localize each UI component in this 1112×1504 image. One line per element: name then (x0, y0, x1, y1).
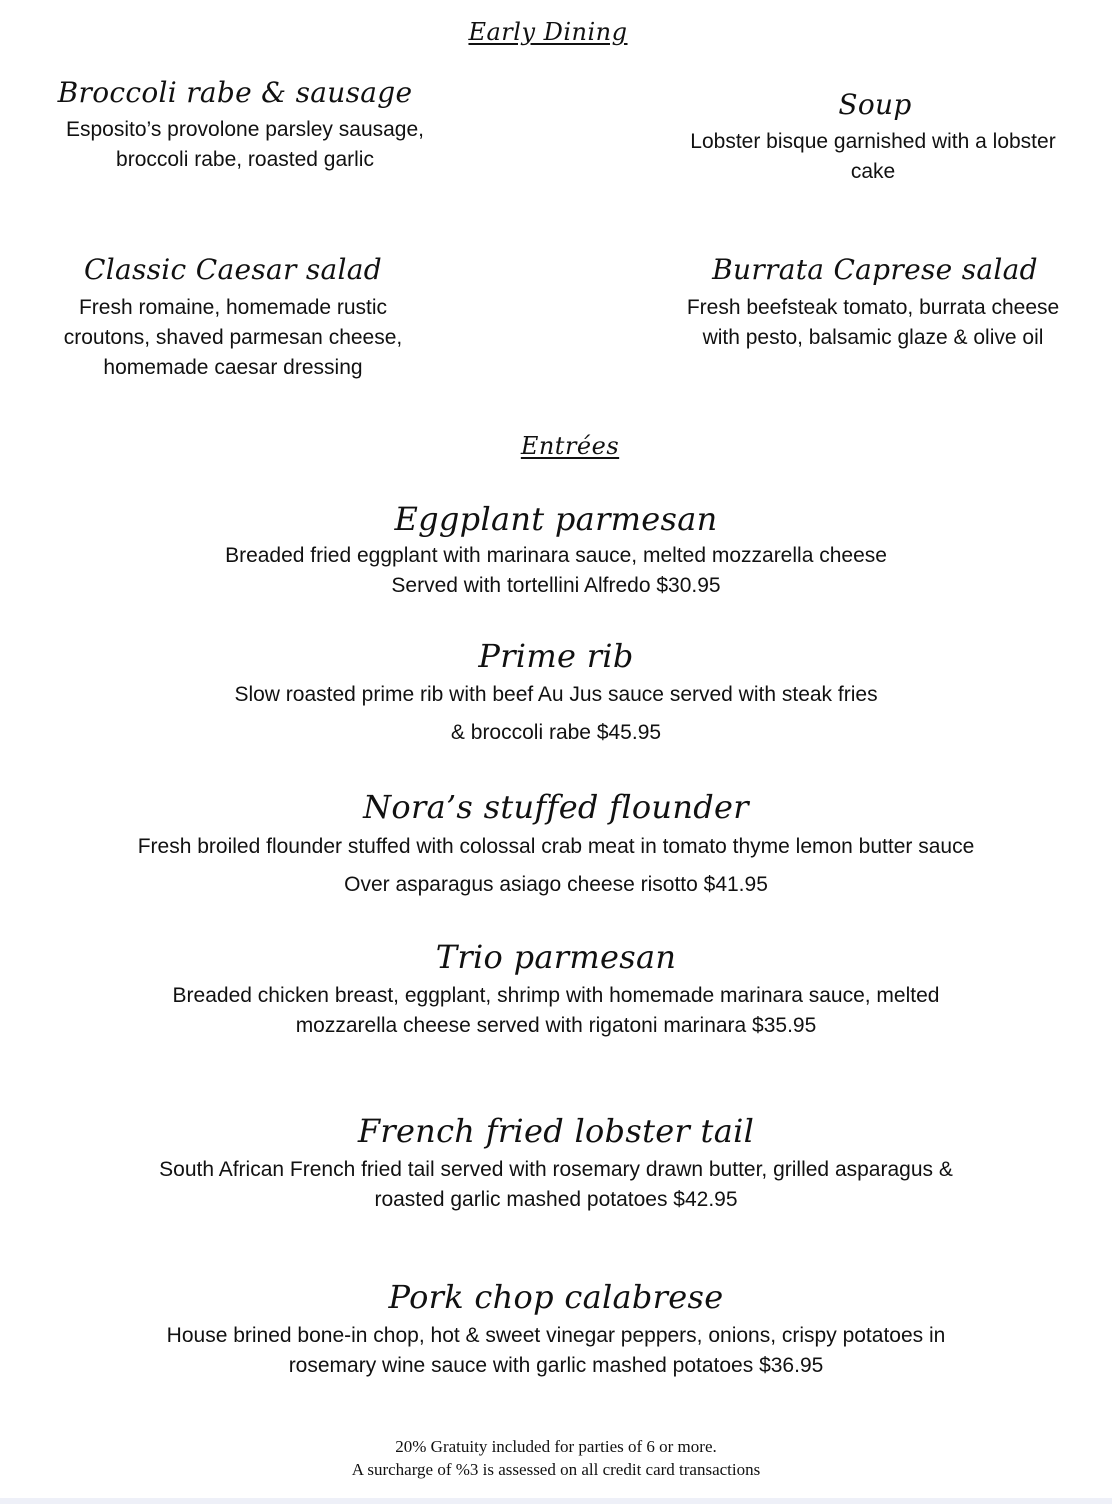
entree-desc-line: Breaded fried eggplant with marinara sauce, melted mozzarella cheese (225, 544, 887, 567)
starter-desc-burrata-caprese (648, 293, 1098, 353)
entree-title-prime-rib: Prime rib (478, 637, 634, 675)
starter-desc-caesar-salad (8, 293, 458, 383)
starter-desc-line: broccoli rabe, roasted garlic (116, 148, 374, 171)
starter-desc-line: Fresh beefsteak tomato, burrata cheese (686, 296, 1060, 319)
starter-desc-line: Fresh romaine, homemade rustic (78, 296, 388, 319)
footer-surcharge-note: A surcharge of %3 is assessed on all credit card transactions (351, 1460, 761, 1479)
starter-title-soup: Soup (838, 88, 912, 121)
entrees-heading: Entrées (520, 432, 620, 460)
starter-desc-line: Lobster bisque garnished with a lobster (690, 130, 1056, 153)
entree-title-pork-chop-calabrese: Pork chop calabrese (388, 1278, 724, 1316)
entree-desc-line: South African French fried tail served with rosemary drawn butter, grilled asparagus & (159, 1158, 953, 1181)
starter-title-burrata-caprese: Burrata Caprese salad (712, 253, 1038, 286)
entree-desc-line: Slow roasted prime rib with beef Au Jus sauce served with steak fries (234, 683, 878, 706)
entree-title-trio-parmesan: Trio parmesan (435, 938, 677, 976)
starter-desc-soup (648, 127, 1098, 187)
entree-title-lobster-tail: French fried lobster tail (357, 1112, 755, 1150)
entree-desc-line: & broccoli rabe $45.95 (450, 721, 662, 744)
starter-title-caesar-salad: Classic Caesar salad (83, 253, 383, 286)
page-bottom-edge (0, 1498, 1112, 1504)
entree-desc-line: House brined bone-in chop, hot & sweet vinegar peppers, onions, crispy potatoes in (166, 1324, 946, 1347)
entree-desc-line: mozzarella cheese served with rigatoni marinara $35.95 (295, 1014, 817, 1037)
starter-desc-line: croutons, shaved parmesan cheese, (63, 326, 403, 349)
entree-desc-line: Served with tortellini Alfredo $30.95 (391, 574, 721, 597)
early-dining-heading: Early Dining (468, 18, 628, 46)
entree-desc-line: Fresh broiled flounder stuffed with colossal crab meat in tomato thyme lemon butter sauce (137, 835, 975, 858)
entree-desc-line: roasted garlic mashed potatoes $42.95 (374, 1188, 738, 1211)
footer-gratuity-note: 20% Gratuity included for parties of 6 or more. (395, 1437, 717, 1456)
entree-desc-line: Breaded chicken breast, eggplant, shrimp with homemade marinara sauce, melted (172, 984, 940, 1007)
entree-title-stuffed-flounder: Nora’s stuffed flounder (363, 788, 749, 826)
starter-title-broccoli-rabe: Broccoli rabe & sausage (57, 76, 413, 109)
starter-desc-line: homemade caesar dressing (103, 356, 363, 379)
entree-title-eggplant-parmesan: Eggplant parmesan (394, 500, 718, 538)
entree-desc-line: rosemary wine sauce with garlic mashed potatoes $36.95 (288, 1354, 824, 1377)
entree-desc-line: Over asparagus asiago cheese risotto $41.95 (344, 873, 768, 896)
starter-desc-broccoli-rabe (20, 115, 470, 175)
starter-desc-line: cake (850, 160, 896, 183)
starter-desc-line: Esposito’s provolone parsley sausage, (66, 118, 424, 141)
starter-desc-line: with pesto, balsamic glaze & olive oil (702, 326, 1044, 349)
